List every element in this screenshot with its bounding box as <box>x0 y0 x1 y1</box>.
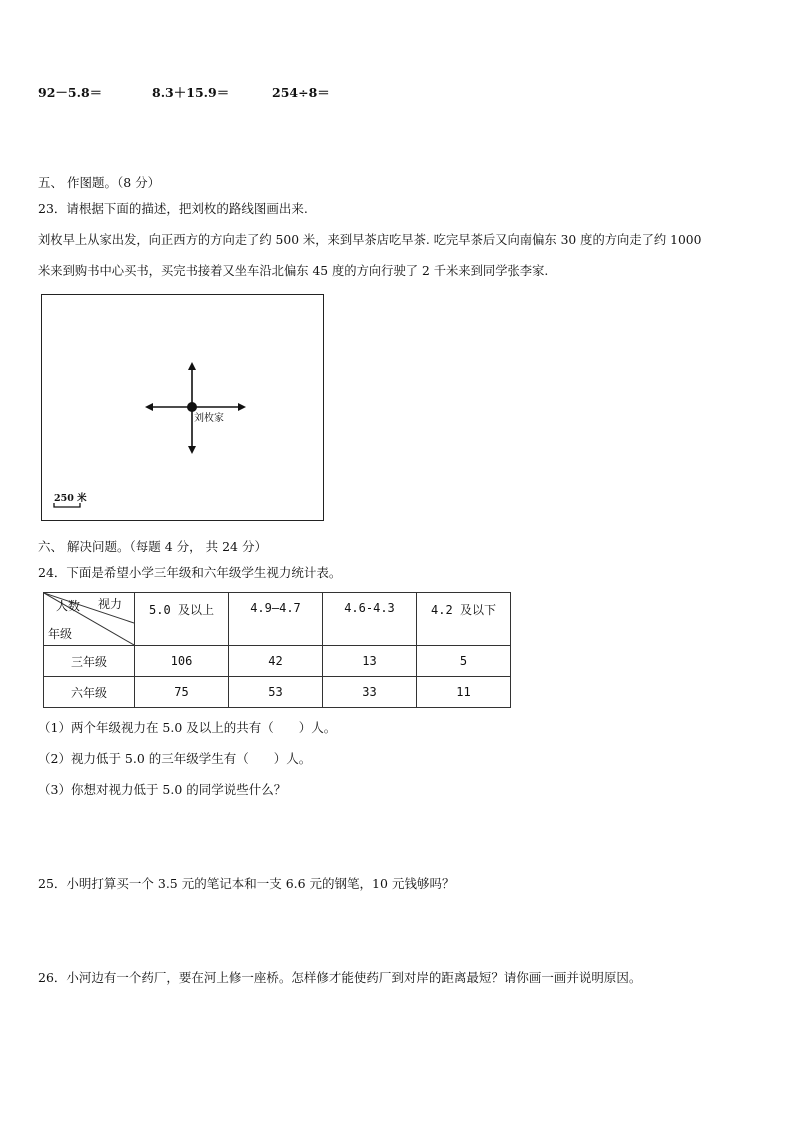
calc-expr-1: 92－5.8＝ <box>38 85 103 100</box>
table-cell: 106 <box>135 646 229 677</box>
question-24-part-3: （3）你想对视力低于 5.0 的同学说些什么？ <box>38 782 287 797</box>
table-row <box>44 646 511 677</box>
east-arrow-icon <box>238 403 246 411</box>
question-25: 25．小明打算买一个 3.5 元的笔记本和一支 6.6 元的钢笔，10 元钱够吗？ <box>38 876 455 891</box>
row-grade-label: 六年级 <box>44 677 135 708</box>
vision-statistics-table <box>43 592 511 708</box>
map-scale-label: 250 米 <box>54 493 87 504</box>
question-26: 26．小河边有一个药厂，要在河上修一座桥。怎样修才能使药厂到对岸的距离最短？请你画一画并说明原因。 <box>38 970 642 985</box>
column-header: 5.0 及以上 <box>135 593 229 646</box>
question-23-text-line-1: 刘枚早上从家出发，向正西方的方向走了约 500 米，来到早茶店吃早茶. 吃完早茶后又向南偏东 30 度的方向走了约 1000 <box>38 233 702 247</box>
question-23-text-line-2: 米来到购书中心买书，买完书接着又坐车沿北偏东 45 度的方向行驶了 2 千米来到同学张李家. <box>38 264 549 278</box>
table-cell: 75 <box>135 677 229 708</box>
table-row <box>44 677 511 708</box>
column-header: 4.6-4.3 <box>323 593 417 646</box>
map-home-label: 刘枚家 <box>194 413 224 424</box>
calc-expr-2: 8.3＋15.9＝ <box>152 85 230 100</box>
column-header: 4.2 及以下 <box>417 593 511 646</box>
table-cell: 33 <box>323 677 417 708</box>
calc-expr-3: 254÷8＝ <box>272 85 330 100</box>
section-5-title: 五、 作图题。（8 分） <box>38 175 161 190</box>
corner-vision-label: 视力 <box>98 597 123 611</box>
south-arrow-icon <box>188 446 196 454</box>
north-arrow-icon <box>188 362 196 370</box>
west-arrow-icon <box>145 403 153 411</box>
column-header: 4.9—4.7 <box>229 593 323 646</box>
table-corner-cell <box>44 593 135 646</box>
table-cell: 53 <box>229 677 323 708</box>
corner-people-label: 人数 <box>56 599 81 613</box>
route-drawing-area[interactable] <box>41 294 324 521</box>
question-24-title: 24．下面是希望小学三年级和六年级学生视力统计表。 <box>38 565 342 580</box>
question-23-title: 23．请根据下面的描述，把刘枚的路线图画出来. <box>38 201 308 216</box>
table-header-row <box>44 593 511 646</box>
table-cell: 11 <box>417 677 511 708</box>
row-grade-label: 三年级 <box>44 646 135 677</box>
table-cell: 5 <box>417 646 511 677</box>
question-24-part-2: （2）视力低于 5.0 的三年级学生有（ ）人。 <box>38 751 312 766</box>
corner-grade-label: 年级 <box>48 627 73 641</box>
section-6-title: 六、 解决问题。（每题 4 分， 共 24 分） <box>38 539 267 554</box>
table-cell: 13 <box>323 646 417 677</box>
compass-cross <box>42 295 325 522</box>
question-24-part-1: （1）两个年级视力在 5.0 及以上的共有（ ）人。 <box>38 720 337 735</box>
table-cell: 42 <box>229 646 323 677</box>
